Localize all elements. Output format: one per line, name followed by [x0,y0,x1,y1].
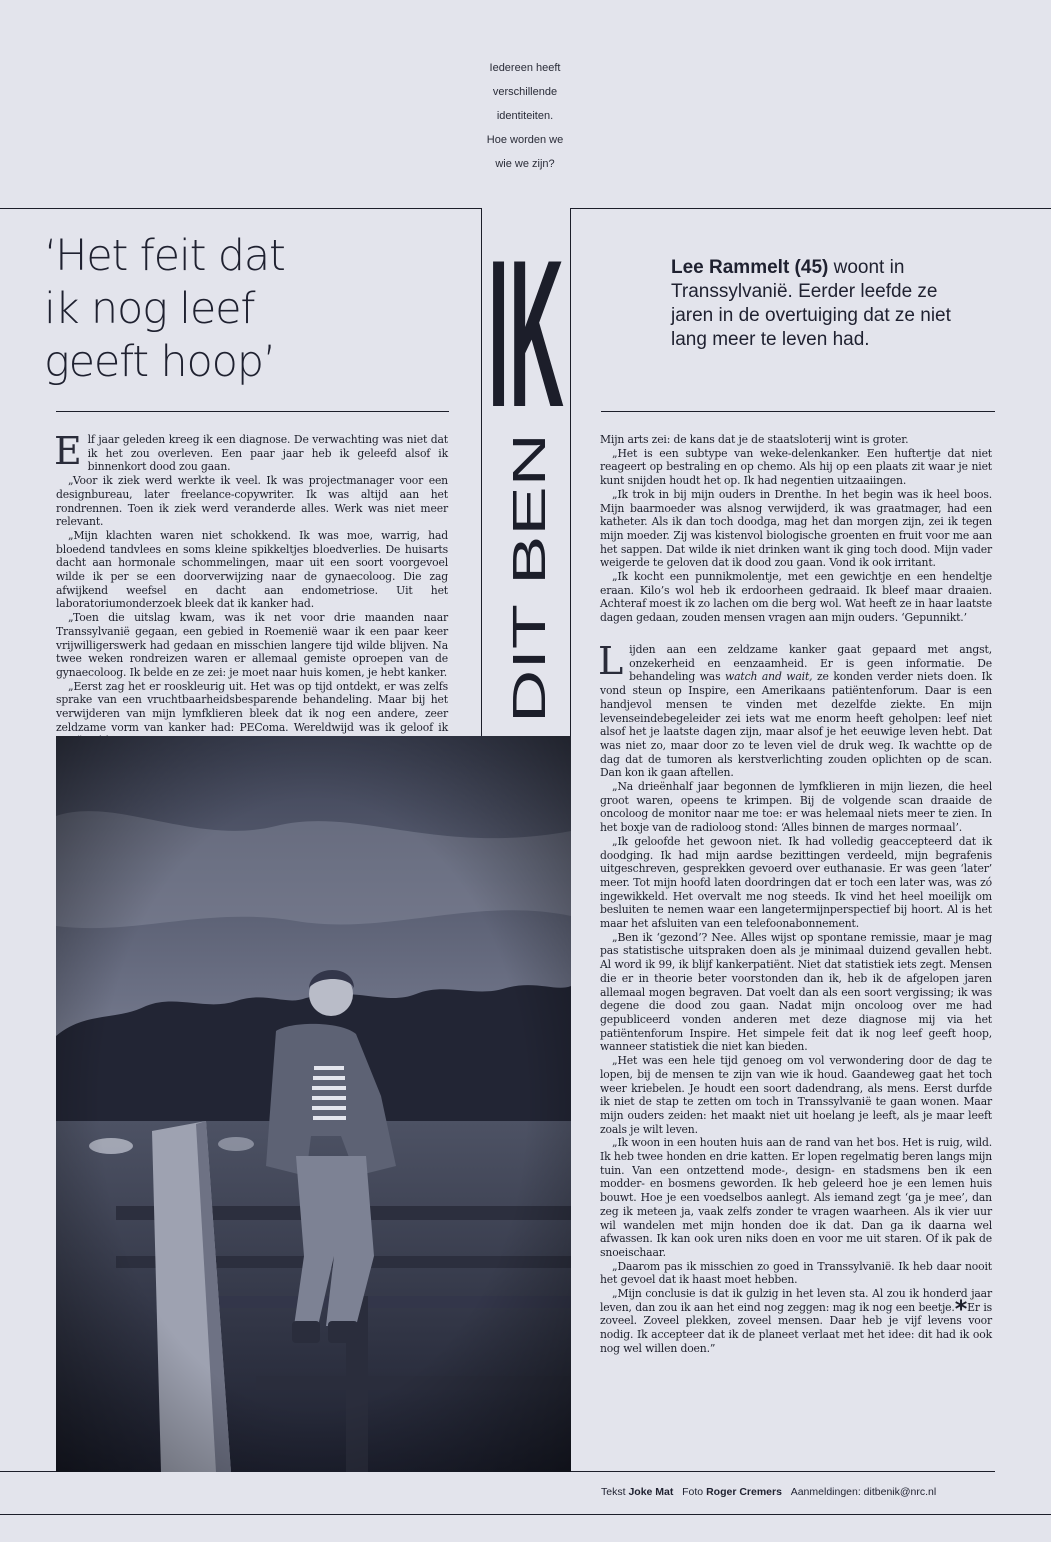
top-rule-right [571,208,1051,209]
paragraph-part: „Mijn conclusie is dat ik gulzig in het leven sta. Al zou ik honderd jaar leven, dan zou ik aan het eind nog zeggen: mag ik nog een beetje. [600,1287,992,1314]
intro-line: verschillende [492,86,558,98]
headline-rule [56,411,449,412]
paragraph: „Daarom pas ik misschien zo goed in Transsylvanië. Ik heb daar nooit het gevoel dat ik haast moet hebben. [600,1259,992,1287]
credit-tekst-name: Joke Mat [628,1486,674,1498]
article-column-right-bottom [598,639,993,1356]
blurb-text: woont in Transsylvanië. Eerder leefde ze jaren in de overtuiging dat ze niet lang meer te leven had. [671,257,951,350]
intro-line: identiteiten. [496,110,554,122]
masthead-ik-text: IK [488,216,564,413]
paragraph: „Na drieënhalf jaar begonnen de lymfklieren in mijn liezen, die heel groot waren, opeens te krimpen. Bij de volgende scan draaide de oncoloog de monitor naar me toe: er was helemaal niets meer te zien. In het boxje van de radioloog stond: ‘Alles binnen de marges normaal’. [600,780,992,835]
intro-line: wie we zijn? [495,158,555,170]
paragraph: „Voor ik ziek werd werkte ik veel. Ik was projectmanager voor een designbureau, later freelance-copywriter. Ik was altijd aan het rondrennen. Toen ik ziek werd veranderde alles. Werk was niet meer relevant. [56,474,448,529]
paragraph: „Ik kocht een punnikmolentje, met een gewichtje en een hendeltje eraan. Kilo’s wol heb ik erdoorheen gedraaid. Ik bleef maar draaien. Achteraf moest ik zo lachen om die berg wol. Wat heeft ze in haar laatste dagen gedaan, zouden mensen vragen aan mijn ouders. ‘Gepunnikt.’ [600,570,992,625]
paragraph: „Ik trok in bij mijn ouders in Drenthe. In het begin was ik heel boos. Mijn baarmoeder was alsnog verwijderd, ik was graatmager, had een katheter. Als ik dan toch doodga, mag het dan morgen zijn, zei ik tegen mijn moeder. Zij was kistenvol biologische groenten en fruit voor me aan het sappen. Dat wilde ik niet drinken want ik ging toch dood. Mijn vader weigerde te geloven dat ik dood zou gaan. Vond ik ook irritant. [600,487,992,570]
paragraph: „Het is een subtype van weke-delenkanker. Een huftertje dat niet reageert op bestraling en op chemo. Als hij op een plaats zit waar je niet kunt snijden houdt het op. Ik had negentien uitzaaiingen. [600,446,992,488]
intro-question [440,56,610,176]
paragraph: „Eerst zag het er rooskleurig uit. Het was op tijd ontdekt, er was zelfs sprake van een vruchtbaarheidsbesparende behandeling. Maar bij het verwijderen van mijn lymfklieren bleek dat ik nog een andere, zeer zeldzame vorm van kanker had: PEComa. Wereldwijd was ik geloof ik [56,679,448,734]
italic-phrase: watch and wait, [725,670,813,684]
masthead-ik [483,208,569,413]
paragraph: „Het was een hele tijd genoeg om vol verwondering door de dag te lopen, bij de mensen te zijn van wie ik houd. Gaandeweg gaat het toch weer kriebelen. Je houdt een soort dadendrang, als mens. Eerst durfde ik niet de stap te zetten om toch in Transsylvanië te gaan wonen. Maar mijn ouders zeiden: het maakt niet uit hoelang je leeft, als je maar leeft zoals je wilt leven. [600,1054,992,1136]
paragraph: „Ik woon in een houten huis aan de rand van het bos. Het is ruig, wild. Ik heb twee honden en drie katten. Er lopen regelmatig beren langs mijn tuin. Van een ontzettend mode-, design- en stadsmens ben ik een modder- en bosmens geworden. Ik heb geleerd hoe je een lemen huis bouwt. Hoe je een voedselbos aanlegt. Als iemand zegt ‘ga je mee’, dan zeg ik meteen ja, vaak zelfs zonder te vragen waarheen. Als ik vier uur wil wandelen met mijn honden doe ik dat. Dan ga ik daarna wel afwassen. Ik kan ook uren niks doen en voor me uit staren. Of ik pak de snoeischaar. [600,1136,992,1259]
intro-line: Iedereen heeft [489,62,561,74]
dropcap-l: L [598,639,624,683]
headline [44,230,444,389]
article-column-left [54,429,448,748]
paragraph: Mijn arts zei: de kans dat je de staatsloterij wint is groter. [600,433,909,446]
intro-blurb [671,256,971,352]
paragraph: lf jaar geleden kreeg ik een diagnose. De verwachting was niet dat ik het zou overleven. Een paar jaar heb ik geleefd alsof ik binnenkort dood zou gaan. [87,433,448,474]
paragraph-part: ijden aan een zeldzame kanker gaat gepaard met angst, onzekerheid en eenzaamheid. Er is geen informatie. De behandeling was [629,643,992,684]
photo-vignette [56,736,571,1472]
paragraph-part: Er is zoveel. Zoveel plekken, zoveel mensen. Daar heb je vijf levens voor nodig. Ik accepteer dat ik de planeet verlaat met het idee: dit had ik ook nog wel willen doen.” [600,1300,993,1355]
credit-foto-label: Foto [682,1486,707,1498]
paragraph: „Ik geloofde het gewoon niet. Ik had volledig geaccepteerd dat ik doodging. Ik had mijn aardse bezittingen verdeeld, mijn begrafenis uitgeschreven, gesprekken gevoerd over euthanasie. Er was geen ‘later’ meer. Tot mijn hoofd laten doordringen dat er toch een later was, was zó ingewikkeld. Het overvalt me nog steeds. Ik vind het heel moeilijk om besluiten te nemen waar een langetermijnperspectief bij hoort. Al is het maar het afsluiten van een telefoonabonnement. [600,834,992,931]
credits-rule [571,1471,995,1472]
page-bottom-rule [0,1514,1051,1515]
dropcap-e: E [54,429,82,473]
credit-aanmelding: Aanmeldingen: ditbenik@nrc.nl [790,1486,937,1498]
paragraph: „Toen die uitslag kwam, was ik net voor drie maanden naar Transsylvanië gegaan, een gebied in Roemenië waar ik een paar keer vrijwilligerswerk had gedaan en misschien langere tijd wilde blijven. Na twee weken rondreizen waren er allemaal gemiste oproepen van de gynaecoloog. Ik belde en ze zei: je moet naar huis komen, je hebt kanker. [56,611,448,679]
paragraph: „Ben ik ‘gezond’? Nee. Alles wijst op spontane remissie, maar je mag pas statistische uitspraken doen als je minimaal duizend gevallen hebt. Al word ik 99, ik blijf kankerpatiënt. Niet dat statistiek iets zegt. Mensen die er in theorie beter voorstonden dan ik, heb ik de afgelopen jaren allemaal mogen begraven. Dat voelt dan als een soort vergissing; ik was degene die dood zou gaan. Nadat mijn oncoloog over me had gepubliceerd vonden anderen met deze diagnose mij via het patiëntenforum Inspire. Het simpele feit dat ik nog leef geeft hoop, wanneer statistiek die niet kan bieden. [600,930,992,1054]
headline-line: ik nog leef [44,284,255,334]
headline-line: geeft hoop’ [44,337,276,387]
paragraph: „Mijn klachten waren niet schokkend. Ik was moe, warrig, had bloedend tandvlees en soms kleine spikkeltjes bloedverlies. De huisarts dacht aan hormonale schommelingen, maar uit een soort voorgevoel wilde ik per se een doorverwijzing naar de gynaecoloog. Die zag afwijkend weefsel en dacht aan endometriose. Uit het laboratoriumonderzoek bleek dat ik kanker had. [56,528,448,611]
credits-line [601,1486,1021,1498]
credit-tekst-label: Tekst [601,1486,629,1498]
headline-line: ‘Het feit dat [44,231,285,281]
top-rule-left [0,208,481,209]
blurb-rule [601,411,995,412]
paragraph-part: ze konden verder niets doen. Ik vond steun op Inspire, een Amerikaans patiëntenforum. Daar is een handjevol mensen te vinden met dezelfde ziekte. En mijn levenseindebegeleider zei iets wat me enorm heeft geholpen: leef niet alsof het je laatste dagen zijn, maar alsof je het eeuwige leven hebt. Dat was niet zo, maar door zo te leven viel de druk weg. Ik wachtte op de dag dat de tumoren als kerstverlichting zouden oplichten op de scan. Dan kon ik gaan aftellen. [600,670,992,780]
article-column-right-top [600,433,992,625]
credit-foto-name: Roger Cremers [706,1486,782,1498]
blurb-name: Lee Rammelt (45) [671,257,829,278]
portrait-photo [56,736,571,1472]
masthead-dit-ben-text: DIT BEN [503,542,555,723]
end-asterisk-icon: * [954,1294,968,1323]
intro-line: Hoe worden we [486,134,564,146]
